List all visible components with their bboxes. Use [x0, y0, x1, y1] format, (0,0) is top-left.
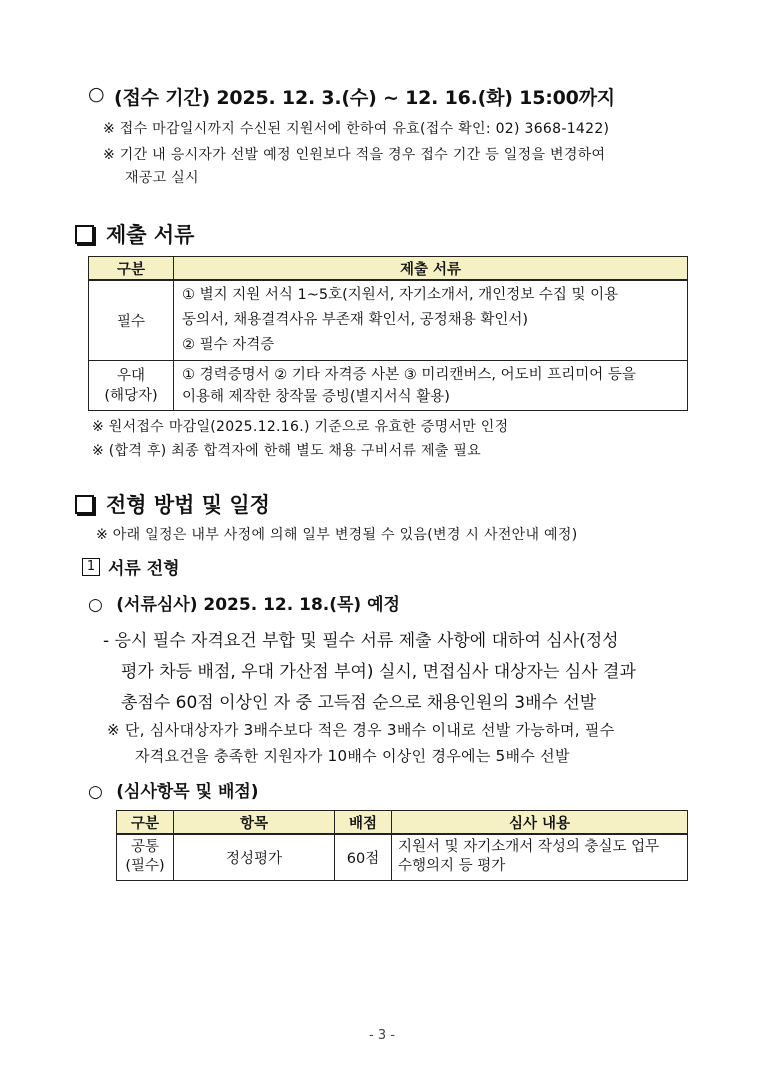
- col-header: 항목: [174, 811, 335, 835]
- period-note-2: ※ 기간 내 응시자가 선발 예정 인원보다 적을 경우 접수 기간 등 일정을 변경하여: [103, 147, 606, 163]
- process-note: ※ 아래 일정은 내부 사정에 의해 일부 변경될 수 있음(변경 시 사전안내 예정): [96, 527, 578, 543]
- table-cell: 정성평가: [174, 834, 335, 880]
- docs-note-1: ※ 원서접수 마감일(2025.12.16.) 기준으로 유효한 증명서만 인정: [92, 419, 509, 435]
- detail-line-1: - 응시 필수 자격요건 부합 및 필수 서류 제출 사항에 대하여 심사(정성: [103, 631, 619, 651]
- table-cell: ① 별지 지원 서식 1~5호(지원서, 자기소개서, 개인정보 수집 및 이용 동의서, 채용결격사유 부존재 확인서, 공정채용 확인서) ② 필수 자격증: [174, 280, 688, 361]
- scoring-title-line: [88, 777, 259, 802]
- section-heading-docs: 제출 서류: [75, 219, 194, 249]
- schedule-text: (서류심사) 2025. 12. 18.(목) 예정: [116, 595, 400, 615]
- table-cell: ① 경력증명서 ② 기타 자격증 사본 ③ 미리캔버스, 어도비 프리미어 등을 이용해 제작한 창작물 증빙(별지서식 활용): [174, 361, 688, 411]
- col-header: 심사 내용: [392, 811, 688, 835]
- scoring-title: (심사항목 및 배점): [116, 782, 259, 802]
- section-heading-process: 전형 방법 및 일정: [75, 489, 270, 519]
- docs-note-2: ※ (합격 후) 최종 합격자에 한해 별도 채용 구비서류 제출 필요: [92, 443, 482, 459]
- table-cell: 우대 (해당자): [89, 361, 174, 411]
- detail-line-3: 총점수 60점 이상인 자 중 고득점 순으로 채용인원의 3배수 선발: [121, 693, 597, 713]
- col-header: 배점: [335, 811, 392, 835]
- bullet: ○: [88, 83, 105, 105]
- bullet: ○: [88, 595, 103, 615]
- step-title: 1 서류 전형: [82, 554, 180, 579]
- period-note-1: ※ 접수 마감일시까지 수신된 지원서에 한하여 유효(접수 확인: 02) 3668-1422): [103, 121, 610, 137]
- period-text: (접수 기간) 2025. 12. 3.(수) ~ 12. 16.(화) 15:00까지: [114, 87, 615, 109]
- period-note-3: 재공고 실시: [125, 170, 199, 186]
- detail-line-2: 평가 차등 배점, 우대 가산점 부여) 실시, 면접심사 대상자는 심사 결과: [121, 662, 636, 682]
- detail-note-1: ※ 단, 심사대상자가 3배수보다 적은 경우 3배수 이내로 선발 가능하며, 필수: [107, 721, 615, 739]
- page-number: - 3 -: [369, 1028, 395, 1043]
- schedule-line: [88, 590, 400, 615]
- checkbox-icon: [75, 225, 94, 244]
- scoring-table: [116, 810, 688, 881]
- table-cell: 60점: [335, 834, 392, 880]
- col-header: 제출 서류: [174, 257, 688, 281]
- col-header: 구분: [117, 811, 174, 835]
- table-cell: 필수: [89, 280, 174, 361]
- table-cell: 지원서 및 자기소개서 작성의 충실도 업무 수행의지 등 평가: [392, 834, 688, 880]
- checkbox-icon: [75, 495, 94, 514]
- table-cell: 공통 (필수): [117, 834, 174, 880]
- bullet: ○: [88, 782, 103, 802]
- detail-note-2: 자격요건을 충족한 지원자가 10배수 이상인 경우에는 5배수 선발: [135, 747, 570, 765]
- col-header: 구분: [89, 257, 174, 281]
- docs-table: [88, 256, 688, 411]
- step-number: 1: [82, 558, 100, 576]
